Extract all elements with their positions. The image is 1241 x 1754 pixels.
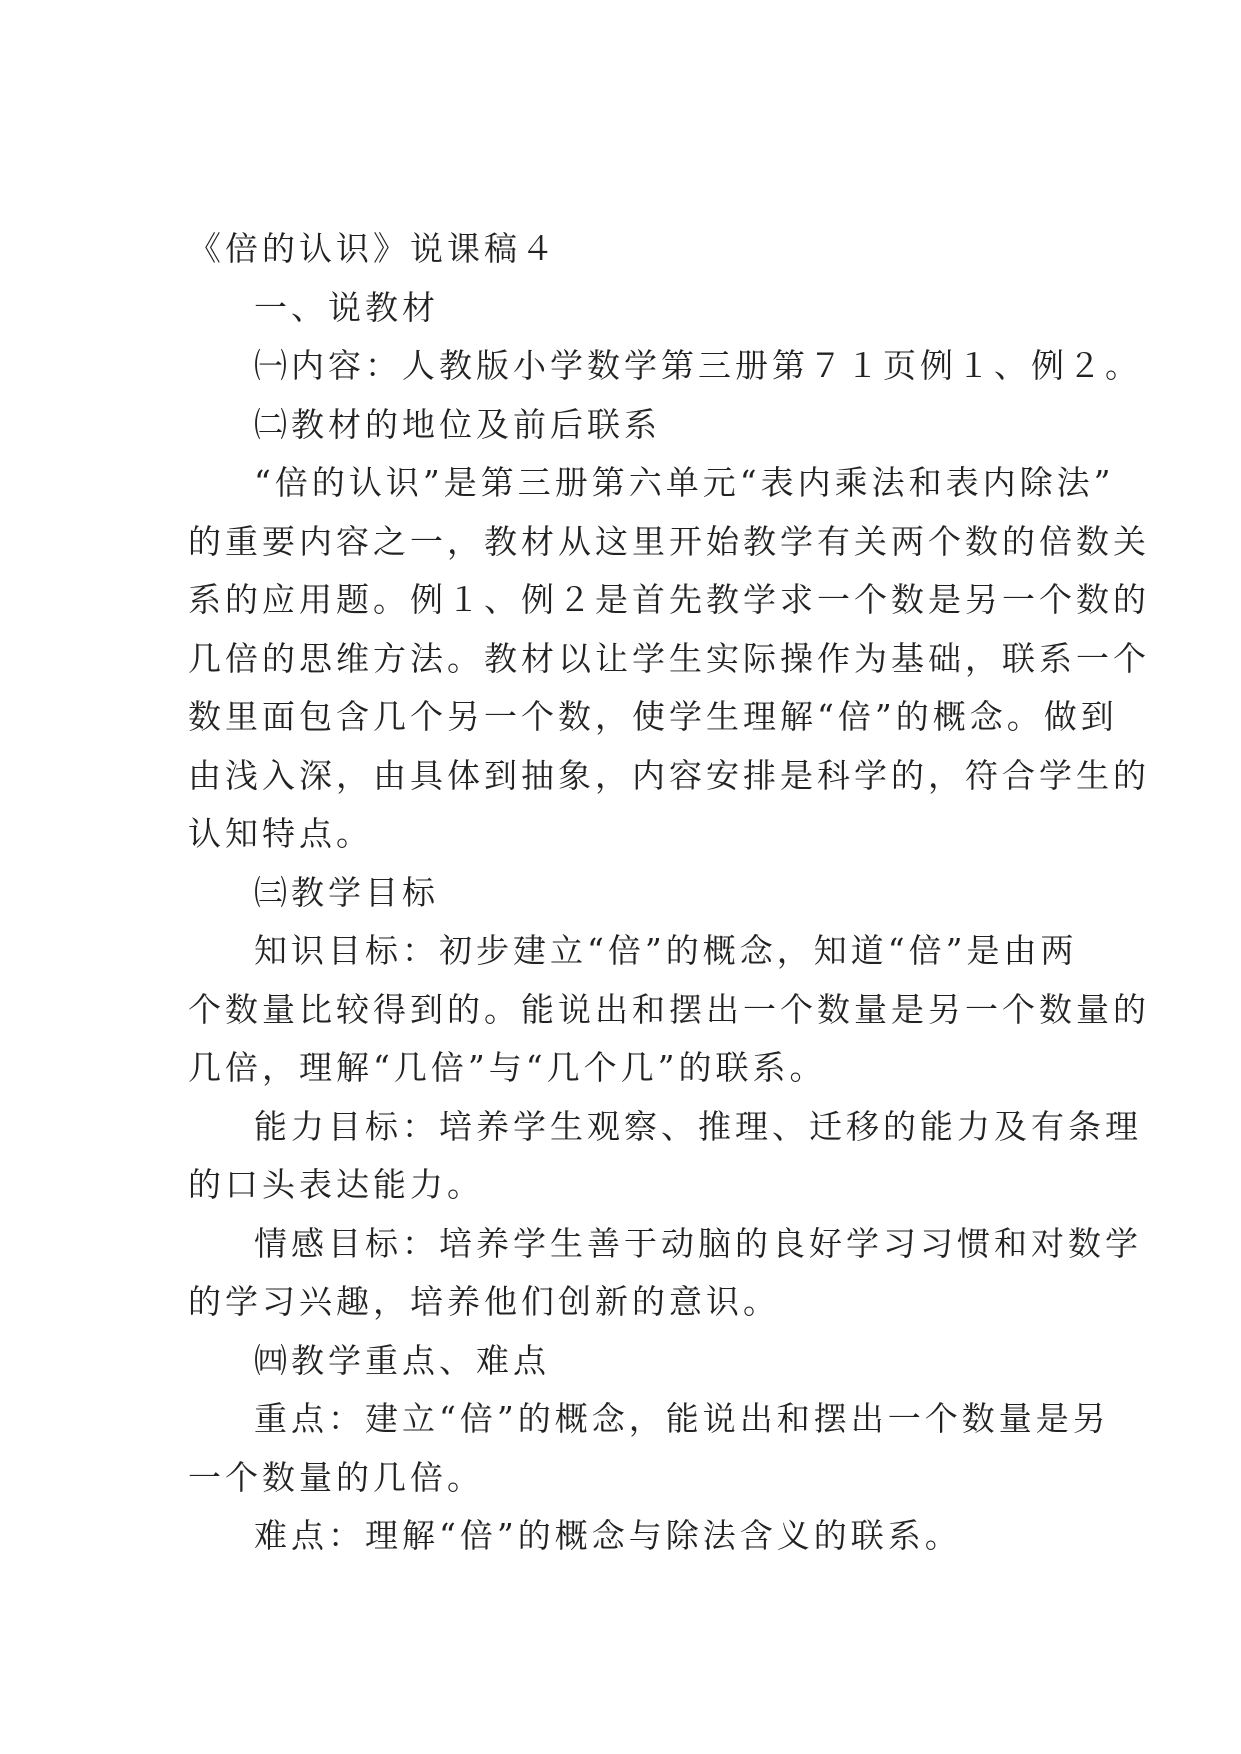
document-body [188, 220, 1150, 1566]
paragraph-line: 认知特点。 [188, 814, 373, 853]
document-title: 《倍的认识》说课稿４ [188, 229, 558, 268]
key-point-line: 重点：建立“倍”的概念，能说出和摆出一个数量是另 [254, 1399, 1110, 1438]
section-heading: 一、说教材 [254, 287, 439, 327]
subsection-heading: ㈢教学目标 [254, 872, 439, 912]
paragraph-line: 几倍的思维方法。教材以让学生实际操作为基础，联系一个 [188, 638, 1150, 678]
ability-goal-line: 的口头表达能力。 [188, 1165, 484, 1204]
difficulty-line: 难点：理解“倍”的概念与除法含义的联系。 [254, 1516, 962, 1555]
paragraph-line: 数里面包含几个另一个数，使学生理解“倍”的概念。做到 [188, 697, 1118, 736]
knowledge-goal-line: 几倍，理解“几倍”与“几个几”的联系。 [188, 1048, 827, 1087]
subsection-heading: ㈣教学重点、难点 [254, 1340, 550, 1380]
paragraph-line: 由浅入深，由具体到抽象，内容安排是科学的，符合学生的 [188, 755, 1150, 795]
ability-goal-line: 能力目标：培养学生观察、推理、迁移的能力及有条理 [254, 1106, 1142, 1146]
emotion-goal-line: 情感目标：培养学生善于动脑的良好学习习惯和对数学 [254, 1223, 1142, 1263]
key-point-line: 一个数量的几倍。 [188, 1457, 484, 1497]
knowledge-goal-line: 个数量比较得到的。能说出和摆出一个数量是另一个数量的 [188, 989, 1150, 1029]
knowledge-goal-line: 知识目标：初步建立“倍”的概念，知道“倍”是由两 [254, 931, 1078, 970]
paragraph-line: “倍的认识”是第三册第六单元“表内乘法和表内除法” [254, 463, 1115, 502]
emotion-goal-line: 的学习兴趣，培养他们创新的意识。 [188, 1282, 780, 1321]
paragraph-line: 的重要内容之一，教材从这里开始教学有关两个数的倍数关 [188, 521, 1150, 561]
content-item: ㈠内容：人教版小学数学第三册第７１页例１、例２。 [254, 346, 1142, 385]
subsection-heading: ㈡教材的地位及前后联系 [254, 404, 661, 444]
paragraph-line: 系的应用题。例１、例２是首先教学求一个数是另一个数的 [188, 580, 1150, 619]
